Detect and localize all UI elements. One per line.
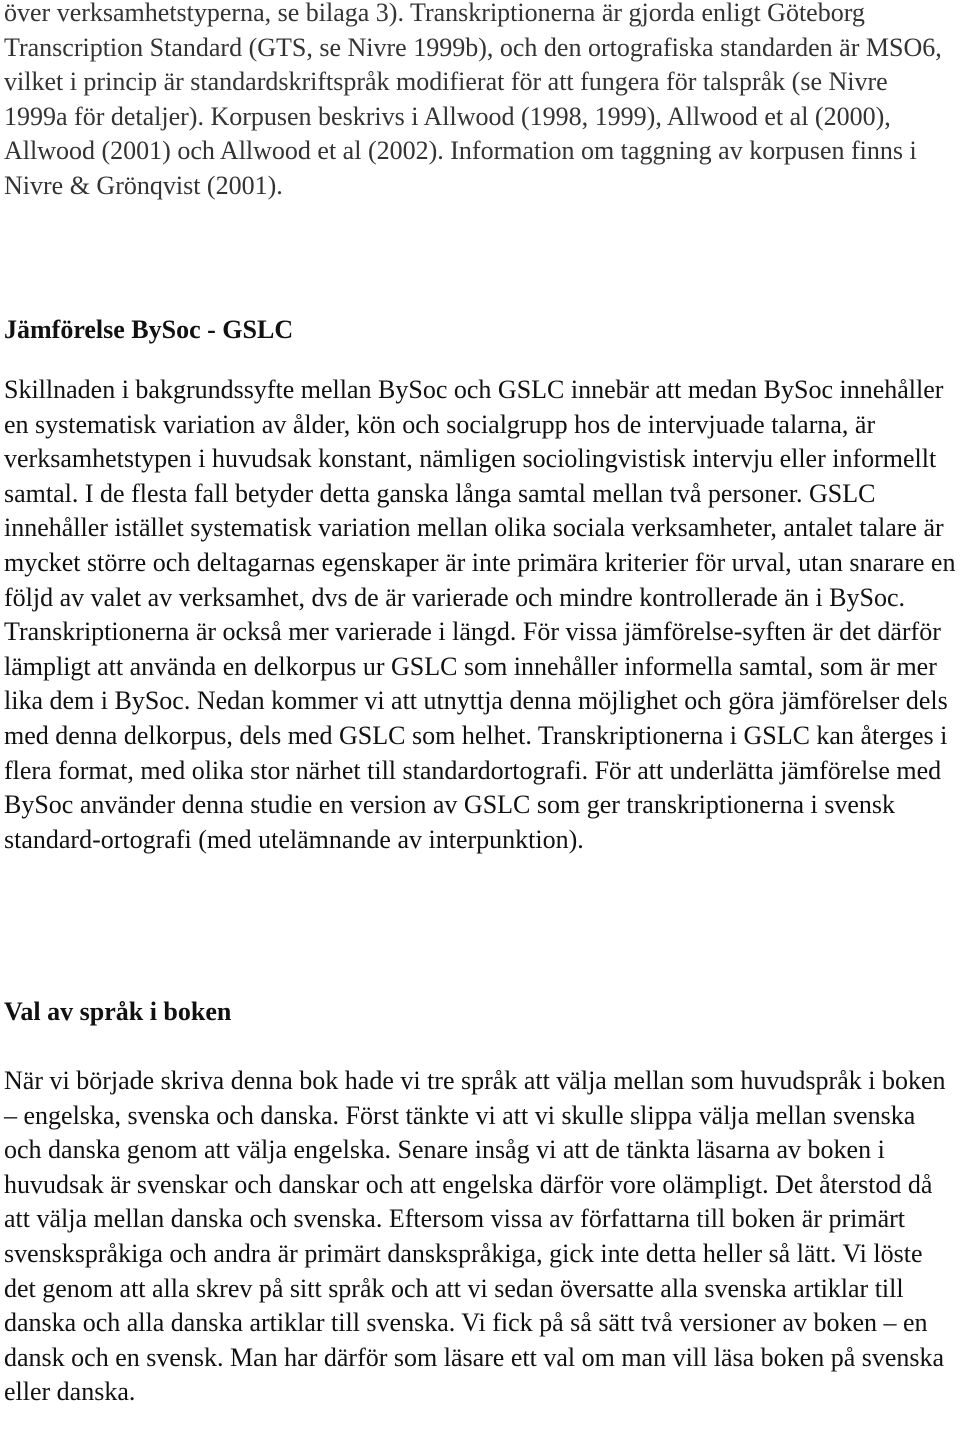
intro-paragraph: över verksamhetstyperna, se bilaga 3). Transkriptionerna är gjorda enligt Göteborg Transcription Standard (GTS, se Nivre 1999b), och den ortografiska standarden är MSO6, vilket i princip är standardskriftspråk modifierat för att fungera för talspråk (se Nivre 1999a för detaljer). Korpusen beskrivs i Allwood (1998, 1999), Allwood et al (2000), Allwood (2001) och Allwood et al (2002). Information om taggning av korpusen finns i Nivre & Grönqvist (2001). xyxy=(4,0,942,200)
section-heading-jamforelse: Jämförelse BySoc - GSLC xyxy=(4,315,294,344)
section-paragraph-val-av-sprak: När vi började skriva denna bok hade vi tre språk att välja mellan som huvudspråk i boken – engelska, svenska och danska. Först tänkte vi att vi skulle slippa välja mellan svenska och danska genom att välja engelska. Senare insåg vi att de tänkta läsarna av boken i huvudsak är svenskar och danskar och att engelska därför vore olämpligt. Det återstod då att välja mellan danska och svenska. Eftersom vissa av författarna till boken är primärt svenskspråkiga och andra är primärt danskspråkiga, gick inte detta heller så lätt. Vi löste det genom att alla skrev på sitt språk och att vi sedan översatte alla svenska artiklar till danska och alla danska artiklar till svenska. Vi fick på så sätt två versioner av boken – en dansk och en svensk. Man har därför som läsare ett val om man vill läsa boken på svenska eller danska. xyxy=(4,1066,946,1407)
section-heading-val-av-sprak: Val av språk i boken xyxy=(4,997,232,1026)
section-paragraph-jamforelse: Skillnaden i bakgrundssyfte mellan BySoc och GSLC innebär att medan BySoc innehåller en systematisk variation av ålder, kön och socialgrupp hos de intervjuade talarna, är verksamhetstypen i huvudsak konstant, nämligen sociolingvistisk intervju eller informellt samtal. I de flesta fall betyder detta ganska långa samtal mellan två personer. GSLC innehåller istället systematisk variation mellan olika sociala verksamheter, antalet talare är mycket större och deltagarnas egenskaper är inte primära kriterier för urval, utan snarare en följd av valet av verksamhet, dvs de är varierade och mindre kontrollerade än i BySoc. Transkriptionerna är också mer varierade i längd. För vissa jämförelse-syften är det därför lämpligt att använda en delkorpus ur GSLC som innehåller informella samtal, som är mer lika dem i BySoc. Nedan kommer vi att utnyttja denna möjlighet och göra jämförelser dels med denna delkorpus, dels med GSLC som helhet. Transkriptionerna i GSLC kan återges i flera format, med olika stor närhet till standardortografi. För att underlätta jämförelse med BySoc använder denna studie en version av GSLC som ger transkriptionerna i svensk standard-ortografi (med utelämnande av interpunktion). xyxy=(4,375,956,854)
